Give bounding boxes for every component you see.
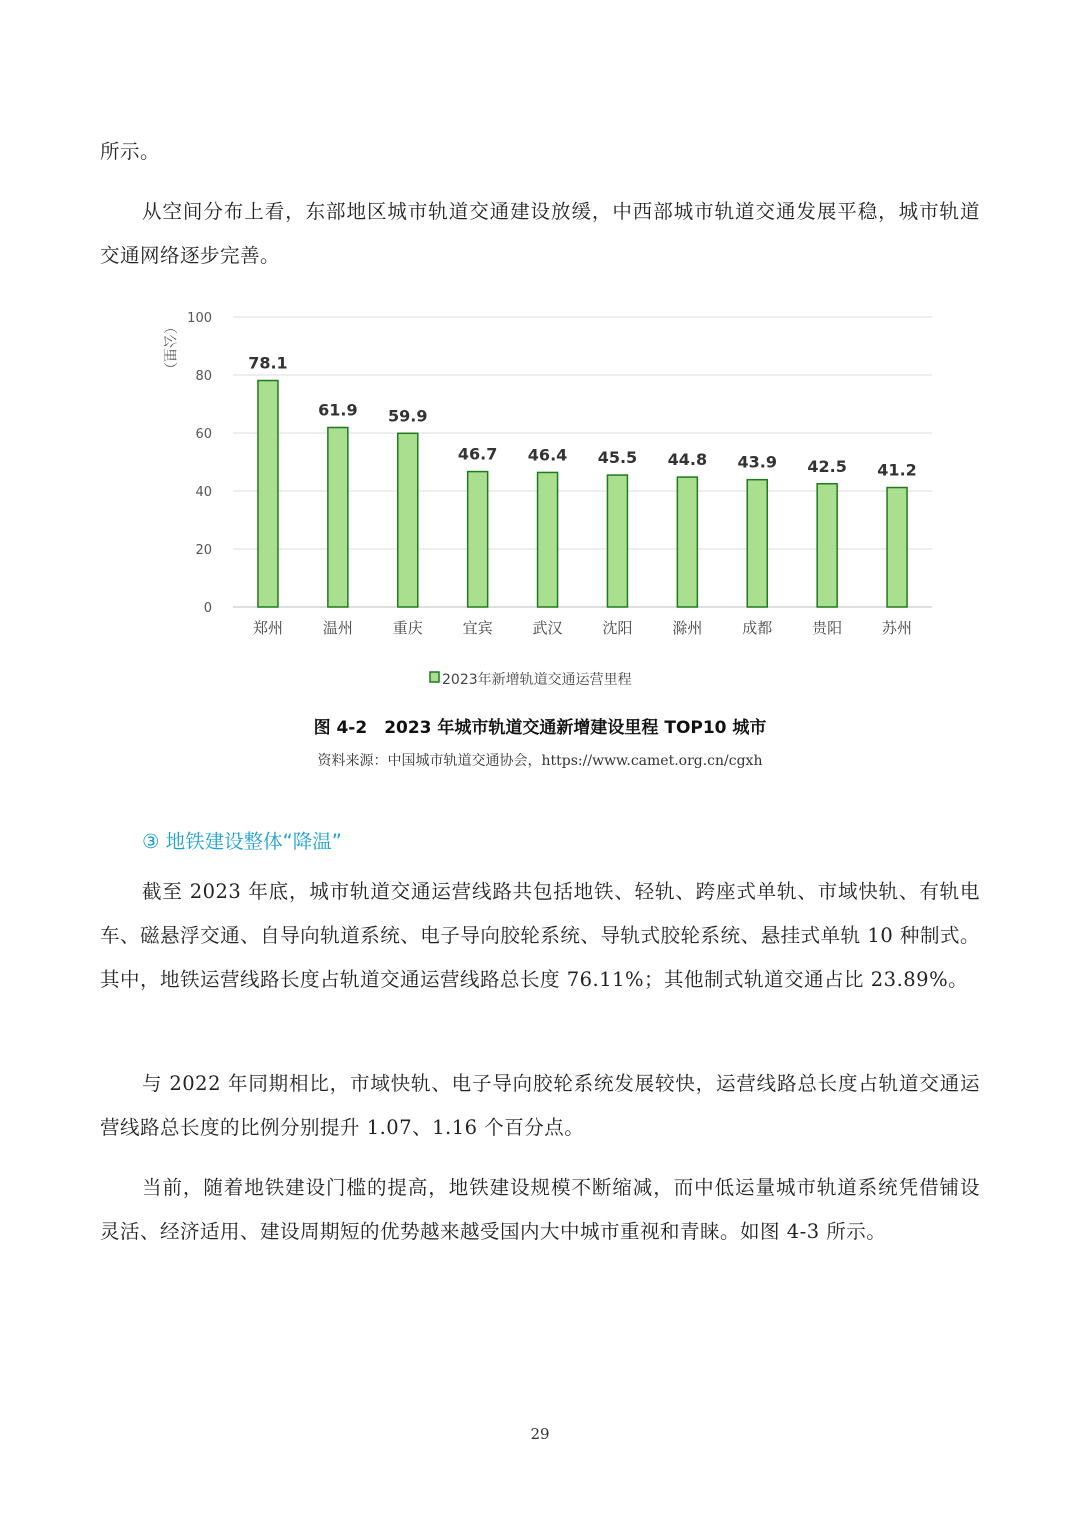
bar-value-label: 43.9	[737, 452, 777, 472]
chart-y-axis-label: （公里）	[161, 320, 177, 376]
bar-value-label: 42.5	[807, 456, 847, 476]
category-label: 郑州	[252, 619, 283, 637]
chart-y-ticks	[187, 311, 212, 616]
bar-value-label: 44.8	[667, 450, 708, 470]
bar	[328, 427, 348, 607]
paragraph-metro-growth: 与 2022 年同期相比，市域快轨、电子导向胶轮系统发展较快，运营线路总长度占轨道交通运营线路总长度的比例分别提升 1.07、1.16 个百分点。	[100, 1072, 980, 1139]
y-tick-label: 0	[203, 601, 212, 616]
bar-value-label: 59.9	[388, 406, 428, 426]
y-tick-label: 20	[195, 543, 212, 558]
bar-chart	[0, 0, 1080, 700]
y-tick-label: 80	[195, 369, 212, 384]
paragraph-metro-trend: 当前，随着地铁建设门槛的提高，地铁建设规模不断缩减，而中低运量城市轨道系统凭借铺设灵活、经济适用、建设周期短的优势越来越受国内大中城市重视和青睐。如图 4-3 所示。	[100, 1176, 980, 1243]
bar	[747, 480, 767, 607]
category-label: 滁州	[672, 619, 703, 637]
category-label: 宜宾	[462, 619, 493, 637]
bar	[398, 433, 418, 607]
y-tick-label: 60	[195, 427, 212, 442]
paragraph-metro-types: 截至 2023 年底，城市轨道交通运营线路共包括地铁、轻轨、跨座式单轨、市域快轨、有轨电车、磁悬浮交通、自导向轨道系统、电子导向胶轮系统、导轨式胶轮系统、悬挂式单轨 10 种制式。其中，地铁运营线路长度占轨道交通运营线路总长度 76.11%；其他制式轨道交通占比 23.89%。	[100, 880, 980, 991]
figure-caption: 图 4-2 2023 年城市轨道交通新增建设里程 TOP10 城市	[313, 718, 767, 738]
bar-value-label: 45.5	[597, 448, 638, 468]
legend-label: 2023年新增轨道交通运营里程	[442, 672, 632, 688]
bar-value-label: 41.2	[877, 460, 917, 480]
category-label: 苏州	[882, 619, 913, 637]
chart-category-labels	[253, 619, 912, 637]
bar-value-label: 78.1	[248, 353, 288, 373]
category-label: 贵阳	[812, 619, 843, 637]
bar	[817, 484, 837, 607]
bar-value-label: 61.9	[318, 400, 358, 420]
chart-legend	[430, 671, 632, 688]
paragraph-spatial-distribution: 从空间分布上看，东部地区城市轨道交通建设放缓，中西部城市轨道交通发展平稳，城市轨道交通网络逐步完善。	[100, 200, 980, 267]
category-label: 成都	[742, 619, 773, 637]
bar-value-label: 46.7	[457, 444, 498, 464]
category-label: 武汉	[532, 619, 563, 637]
bar	[468, 472, 488, 607]
bar	[607, 475, 627, 607]
category-label: 重庆	[392, 619, 423, 637]
category-label: 沈阳	[602, 619, 633, 637]
bar	[258, 381, 278, 607]
bar	[677, 477, 697, 607]
paragraph-continuation: 所示。	[100, 140, 161, 163]
bar-value-label: 46.4	[527, 445, 568, 465]
bar	[887, 488, 907, 607]
bar	[538, 472, 558, 607]
figure-source: 资料来源：中国城市轨道交通协会，https://www.camet.org.cn/cgxh	[317, 753, 763, 769]
section-heading: ③ 地铁建设整体“降温”	[142, 830, 342, 853]
legend-swatch	[430, 672, 439, 682]
y-tick-label: 40	[195, 485, 212, 500]
y-tick-label: 100	[187, 311, 212, 326]
category-label: 温州	[322, 619, 353, 637]
page-number: 29	[530, 1425, 550, 1443]
